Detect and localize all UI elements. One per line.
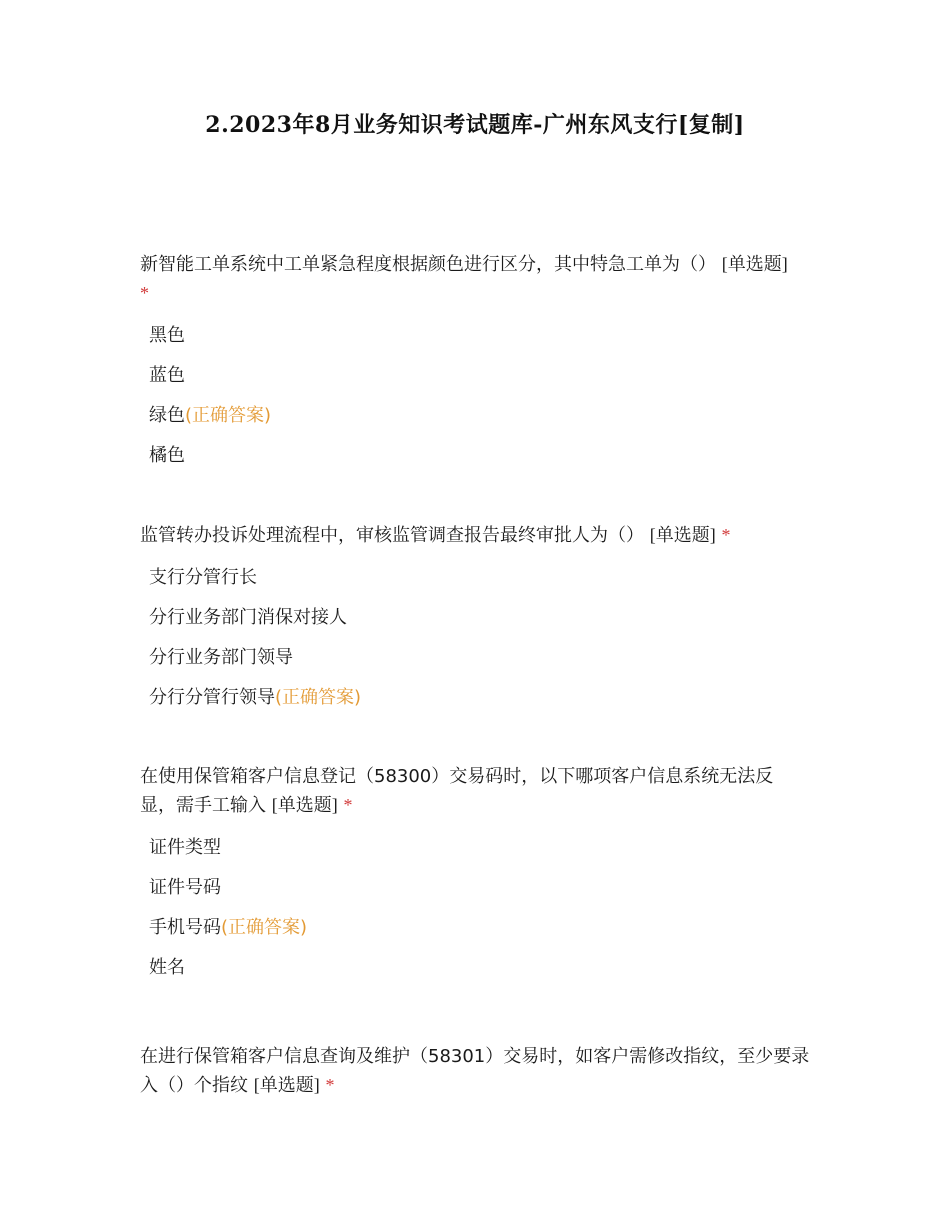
- option-item: [140, 908, 800, 948]
- option-item: [140, 828, 800, 868]
- question-4: [140, 1043, 810, 1100]
- question-3: [140, 763, 800, 988]
- option-item: [140, 316, 820, 356]
- option-item: [140, 678, 820, 718]
- question-text: [140, 250, 820, 308]
- correct-answer-tag: (正确答案): [275, 687, 362, 708]
- required-marker: *: [721, 525, 731, 545]
- option-item: [140, 638, 820, 678]
- question-2: [140, 521, 820, 718]
- question-stem: 监管转办投诉处理流程中，审核监管调查报告最终审批人为（）: [140, 525, 644, 546]
- option-item: [140, 356, 820, 396]
- option-label: 支行分管行长: [149, 567, 257, 588]
- question-stem: 在使用保管箱客户信息登记（58300）交易码时，以下哪项客户信息系统无法反显，需手工输入: [140, 766, 774, 816]
- option-item: [140, 396, 820, 436]
- correct-answer-tag: (正确答案): [221, 917, 308, 938]
- question-type: [单选题]: [271, 795, 338, 815]
- correct-answer-tag: (正确答案): [185, 405, 272, 426]
- option-item: [140, 598, 820, 638]
- option-label: 手机号码: [149, 917, 221, 938]
- question-text: [140, 1043, 810, 1100]
- question-text: [140, 521, 820, 550]
- question-text: [140, 763, 800, 820]
- option-label: 橘色: [149, 445, 185, 466]
- question-type: [单选题]: [253, 1075, 320, 1095]
- option-item: [140, 948, 800, 988]
- option-label: 姓名: [149, 957, 185, 978]
- option-label: 蓝色: [149, 365, 185, 386]
- option-item: [140, 868, 800, 908]
- option-label: 分行业务部门消保对接人: [149, 607, 347, 628]
- option-label: 绿色: [149, 405, 185, 426]
- required-marker: *: [325, 1075, 335, 1095]
- option-list: [140, 558, 820, 718]
- option-label: 证件号码: [149, 877, 221, 898]
- required-marker: *: [140, 283, 149, 303]
- question-stem: 新智能工单系统中工单紧急程度根据颜色进行区分，其中特急工单为（）: [140, 254, 716, 275]
- question-type: [单选题]: [649, 525, 716, 545]
- option-list: [140, 828, 800, 988]
- question-type: [单选题]: [721, 254, 788, 274]
- question-stem: 在进行保管箱客户信息查询及维护（58301）交易时，如客户需修改指纹，至少要录入（）个指纹: [140, 1046, 810, 1096]
- option-label: 黑色: [149, 325, 185, 346]
- option-list: [140, 316, 820, 476]
- option-item: [140, 558, 820, 598]
- document-title: 2.2023年8月业务知识考试题库-广州东风支行[复制]: [205, 112, 745, 138]
- question-1: [140, 250, 820, 476]
- required-marker: *: [343, 795, 353, 815]
- option-label: 分行分管行领导: [149, 687, 275, 708]
- option-item: [140, 436, 820, 476]
- option-label: 分行业务部门领导: [149, 647, 293, 668]
- option-label: 证件类型: [149, 837, 221, 858]
